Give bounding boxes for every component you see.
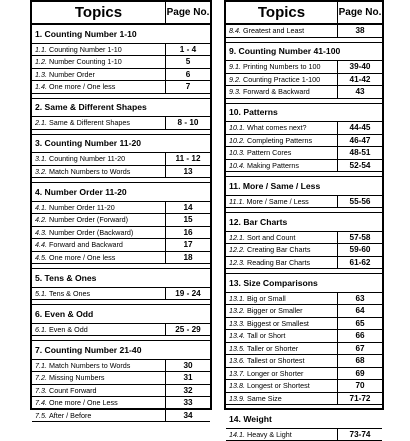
toc-entry-number: 13.2. [229,306,245,315]
toc-entry-page: 61-62 [337,257,382,269]
toc-entry [32,385,210,398]
toc-right-column [224,0,384,410]
toc-entry-title: One more / One less [49,253,115,262]
toc-entry-page: 48-51 [337,147,382,159]
toc-entry-number: 10.3. [229,148,245,157]
toc-entry [32,227,210,240]
toc-entry-number: 13.8. [229,381,245,390]
section-heading: 10. Patterns [226,104,382,123]
toc-entry-page: 15 [165,214,210,226]
toc-entry [32,56,210,69]
toc-entry-number: 1.3. [35,70,47,79]
toc-entry-title: More / Same / Less [246,197,308,206]
toc-entry-number: 13.4. [229,331,245,340]
toc-entry-label [226,25,337,37]
toc-entry [32,166,210,179]
toc-header [32,2,210,25]
toc-entry-page: 34 [165,410,210,422]
toc-entry-page: 8 - 10 [165,117,210,129]
toc-entry-page: 30 [165,360,210,372]
toc-entry-number: 7.4. [35,398,47,407]
toc-entry-number: 9.1. [229,62,241,71]
toc-entry [32,69,210,82]
toc-entry [226,393,382,406]
toc-entry-label [226,244,337,256]
section-heading: 2. Same & Different Shapes [32,99,210,118]
toc-entry-number: 11.1. [229,197,244,206]
page-no-heading: Page No. [337,2,382,23]
toc-entry-page: 5 [165,56,210,68]
toc-entry-label [226,74,337,86]
toc-entry-title: Making Patterns [247,161,299,170]
section-heading: 1. Counting Number 1-10 [32,25,210,44]
toc-entry-label [226,135,337,147]
toc-entry-number: 8.4. [229,26,241,35]
toc-entry-title: Tallest or Shortest [247,356,305,365]
toc-entry-number: 13.7. [229,369,245,378]
toc-entry-label [226,330,337,342]
toc-entry-title: Taller or Shorter [247,344,298,353]
toc-entry-label [32,153,165,165]
toc-entry-label [226,86,337,98]
toc-entry-label [226,393,337,405]
toc-entry-title: Tens & Ones [49,289,90,298]
toc-entry [32,117,210,130]
toc-entry-label [226,305,337,317]
toc-entry-number: 13.6. [229,356,245,365]
toc-entry [32,252,210,265]
toc-entry-number: 7.2. [35,373,47,382]
toc-entry-number: 10.2. [229,136,245,145]
toc-entry-number: 4.4. [35,240,47,249]
toc-entry [32,153,210,166]
toc-entry-number: 4.3. [35,228,47,237]
toc-entry-page: 32 [165,385,210,397]
toc-entry-label [226,368,337,380]
toc-entry-page: 13 [165,166,210,178]
toc-entry [226,61,382,74]
toc-entry-title: Number Order [49,70,95,79]
toc-entry [226,318,382,331]
toc-entry-label [226,196,337,208]
toc-entry [226,160,382,173]
toc-entry-title: Counting Number 11-20 [49,154,125,163]
toc-entry-title: Number Order (Backward) [49,228,133,237]
toc-entry-title: Counting Practice 1-100 [243,75,320,84]
toc-entry-label [32,410,165,422]
toc-entry [226,305,382,318]
toc-entry-label [32,227,165,239]
toc-entry [226,368,382,381]
toc-entry [226,135,382,148]
toc-entry-title: One more / One Less [49,398,118,407]
section-heading: 9. Counting Number 41-100 [226,43,382,62]
toc-entry-number: 10.4. [229,161,245,170]
toc-entry-title: Completing Patterns [247,136,312,145]
toc-entry-title: Missing Numbers [49,373,105,382]
toc-entry-title: Creating Bar Charts [247,245,311,254]
toc-entry-label [32,214,165,226]
toc-entry-page: 59-60 [337,244,382,256]
toc-entry-page: 17 [165,239,210,251]
toc-entry-page: 73-74 [337,429,382,441]
section-heading: 11. More / Same / Less [226,177,382,196]
toc-entry-title: Number Order 11-20 [49,203,115,212]
toc-entry-label [226,343,337,355]
toc-entry-label [226,355,337,367]
toc-entry [226,355,382,368]
toc-entry-label [226,232,337,244]
toc-entry-number: 4.5. [35,253,47,262]
section-heading: 3. Counting Number 11-20 [32,135,210,154]
toc-entry-number: 14.1. [229,430,245,439]
toc-entry-title: Forward and Backward [49,240,123,249]
toc-entry-page: 1 - 4 [165,44,210,56]
toc-entry-title: Biggest or Smallest [247,319,309,328]
toc-entry-page: 25 - 29 [165,324,210,336]
toc-entry-title: Forward & Backward [243,87,310,96]
toc-entry-title: Longer or Shorter [247,369,303,378]
section-heading: 7. Counting Number 21-40 [32,341,210,360]
toc-right-body [226,25,382,441]
toc-entry-title: Big or Small [247,294,286,303]
toc-entry-label [32,239,165,251]
toc-entry [226,343,382,356]
toc-entry-label [32,166,165,178]
toc-entry [32,324,210,337]
toc-entry-title: Number Order (Forward) [49,215,128,224]
toc-entry-number: 13.1. [229,294,245,303]
section-heading: 13. Size Comparisons [226,274,382,293]
toc-entry-page: 43 [337,86,382,98]
toc-entry-page: 11 - 12 [165,153,210,165]
toc-entry-title: Counting Number 1-10 [49,45,122,54]
toc-entry [226,257,382,270]
toc-entry-number: 7.5. [35,411,47,420]
toc-entry-label [32,372,165,384]
topics-heading: Topics [226,2,337,23]
toc-entry-page: 44-45 [337,122,382,134]
toc-entry [32,372,210,385]
toc-entry-label [32,202,165,214]
section-heading: 6. Even & Odd [32,305,210,324]
toc-entry-page: 65 [337,318,382,330]
toc-entry-number: 4.1. [35,203,47,212]
toc-entry-page: 38 [337,25,382,37]
toc-entry-page: 67 [337,343,382,355]
toc-entry-label [226,160,337,172]
toc-entry-title: Longest or Shortest [247,381,310,390]
toc-entry [32,360,210,373]
toc-entry-title: Count Forward [49,386,97,395]
toc-entry-label [32,288,165,300]
toc-entry-number: 3.2. [35,167,47,176]
toc-entry [226,232,382,245]
toc-entry-label [226,257,337,269]
toc-entry [32,397,210,410]
toc-entry-number: 1.2. [35,57,47,66]
toc-entry-page: 55-56 [337,196,382,208]
toc-entry-number: 1.4. [35,82,47,91]
toc-entry-page: 16 [165,227,210,239]
toc-entry [32,288,210,301]
toc-entry-title: What comes next? [247,123,307,132]
toc-entry-title: Match Numbers to Words [49,167,130,176]
toc-entry-page: 64 [337,305,382,317]
toc-entry [226,74,382,87]
toc-entry [226,429,382,441]
toc-entry-number: 12.1. [229,233,245,242]
toc-left-body [32,25,210,422]
toc-entry [32,202,210,215]
toc-entry-page: 52-54 [337,160,382,172]
toc-entry-label [226,318,337,330]
toc-entry-label [226,429,337,441]
toc-header [226,2,382,25]
toc-entry-label [226,61,337,73]
toc-entry [32,44,210,57]
toc-entry-label [32,324,165,336]
toc-entry [226,330,382,343]
toc-entry-number: 12.2. [229,245,245,254]
toc-entry-title: After / Before [49,411,91,420]
toc-entry-page: 69 [337,368,382,380]
toc-entry-number: 12.3. [229,258,245,267]
toc-entry-label [226,380,337,392]
toc-entry [32,81,210,94]
toc-entry-page: 39-40 [337,61,382,73]
toc-entry-number: 1.1. [35,45,47,54]
toc-entry-page: 68 [337,355,382,367]
toc-entry-title: Printing Numbers to 100 [243,62,321,71]
toc-entry-page: 41-42 [337,74,382,86]
toc-entry-page: 7 [165,81,210,93]
toc-entry-page: 66 [337,330,382,342]
toc-entry-number: 10.1. [229,123,245,132]
toc-entry [226,147,382,160]
toc-entry-number: 4.2. [35,215,47,224]
toc-entry-label [32,385,165,397]
toc-entry-title: Number Counting 1-10 [49,57,122,66]
toc-entry-label [32,252,165,264]
toc-entry-title: Tall or Short [247,331,285,340]
toc-entry [226,86,382,99]
toc-entry [226,293,382,306]
toc-entry-number: 13.9. [229,394,245,403]
section-heading: 14. Weight [226,410,382,429]
toc-entry-number: 13.3. [229,319,245,328]
toc-entry-number: 7.3. [35,386,47,395]
toc-entry-label [32,69,165,81]
toc-entry-page: 18 [165,252,210,264]
toc-entry-title: Reading Bar Charts [247,258,310,267]
toc-entry-number: 2.1. [35,118,47,127]
toc-entry-number: 3.1. [35,154,47,163]
toc-entry-title: Same Size [247,394,282,403]
toc-entry-title: Same & Different Shapes [49,118,130,127]
toc-entry-label [226,122,337,134]
section-heading: 4. Number Order 11-20 [32,183,210,202]
section-heading: 12. Bar Charts [226,213,382,232]
toc-entry-page: 46-47 [337,135,382,147]
page-no-heading: Page No. [165,2,210,23]
toc-entry [32,214,210,227]
toc-entry-title: Greatest and Least [243,26,304,35]
toc-entry-title: Pattern Cores [247,148,291,157]
toc-entry-page: 33 [165,397,210,409]
toc-entry [32,410,210,423]
toc-entry-number: 9.2. [229,75,241,84]
toc-entry-page: 71-72 [337,393,382,405]
toc-entry-label [32,117,165,129]
toc-entry [226,196,382,209]
toc-entry-page: 57-58 [337,232,382,244]
toc-entry [226,380,382,393]
toc-entry-title: Match Numbers to Words [49,361,130,370]
toc-entry-page: 19 - 24 [165,288,210,300]
toc-entry-label [32,44,165,56]
toc-entry-page: 70 [337,380,382,392]
toc-entry-title: Even & Odd [49,325,88,334]
toc-left-column [30,0,212,410]
toc-entry-page: 14 [165,202,210,214]
toc-entry-number: 13.5. [229,344,245,353]
toc-entry [32,239,210,252]
toc-entry-label [32,360,165,372]
toc-entry-label [226,293,337,305]
toc-entry-page: 6 [165,69,210,81]
toc-entry-label [226,147,337,159]
toc-entry-number: 6.1. [35,325,47,334]
toc-entry-title: Sort and Count [247,233,295,242]
toc-entry-number: 5.1. [35,289,47,298]
toc-entry-label [32,397,165,409]
toc-entry-title: One more / One less [49,82,115,91]
toc-entry [226,25,382,38]
toc-entry-page: 31 [165,372,210,384]
toc-entry-title: Bigger or Smaller [247,306,303,315]
topics-heading: Topics [32,2,165,23]
toc-entry-label [32,81,165,93]
toc-entry [226,244,382,257]
section-heading: 5. Tens & Ones [32,269,210,288]
toc-entry [226,122,382,135]
toc-entry-label [32,56,165,68]
toc-entry-number: 7.1. [35,361,47,370]
toc-entry-number: 9.3. [229,87,241,96]
toc-entry-title: Heavy & Light [247,430,292,439]
toc-entry-page: 63 [337,293,382,305]
